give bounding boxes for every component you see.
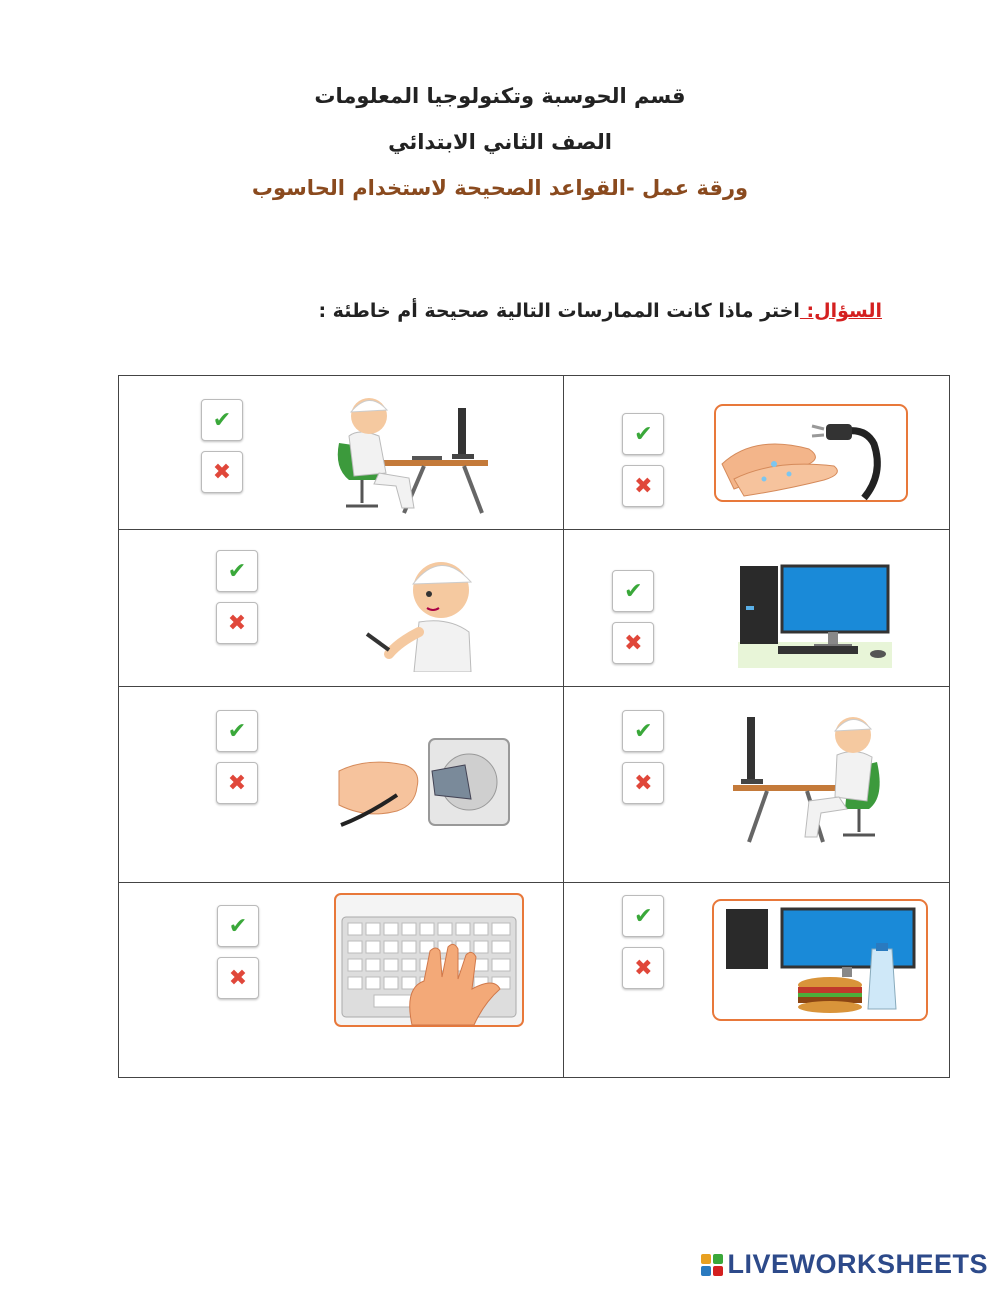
liveworksheets-logo: [701, 1249, 988, 1280]
cross-icon: ✖: [227, 610, 247, 636]
cell-boy-sitting-correctly: [564, 687, 950, 883]
correct-button[interactable]: [216, 710, 258, 752]
hand-unplugging-cable-picture: [337, 735, 515, 831]
correct-button[interactable]: [216, 550, 258, 592]
wrong-button[interactable]: [622, 762, 664, 804]
cell-boy-pen: [119, 530, 564, 687]
boy-pointing-pen-picture: [359, 542, 489, 672]
check-icon: ✔: [634, 421, 653, 447]
boy-sitting-at-computer-picture: [324, 388, 494, 516]
logo-text: LIVEWORKSHEETS: [727, 1249, 988, 1279]
cross-icon: ✖: [624, 630, 643, 656]
cell-keyboard: [119, 883, 564, 1078]
correct-button[interactable]: [622, 413, 664, 455]
check-icon: ✔: [212, 407, 232, 433]
wrong-button[interactable]: [612, 622, 654, 664]
wrong-button[interactable]: [216, 762, 258, 804]
cross-icon: ✖: [634, 955, 653, 981]
cross-icon: ✖: [227, 770, 247, 796]
correct-button[interactable]: [201, 399, 243, 441]
check-icon: ✔: [634, 903, 653, 929]
question-line: [318, 300, 882, 322]
cell-desktop-computer: [564, 530, 950, 687]
cross-icon: ✖: [212, 459, 232, 485]
boy-sitting-correctly-picture: [727, 697, 897, 847]
wrong-button[interactable]: [201, 451, 243, 493]
cell-unplugging: [119, 687, 564, 883]
cross-icon: ✖: [634, 473, 653, 499]
question-text: اختر ماذا كانت الممارسات التالية صحيحة أم خاطئة :: [318, 300, 800, 322]
check-icon: ✔: [228, 913, 248, 939]
cell-wet-hands: [564, 376, 950, 530]
worksheet-title: ورقة عمل -القواعد الصحيحة لاستخدام الحاسوب: [251, 176, 749, 200]
practices-table: [118, 375, 950, 1078]
wrong-button[interactable]: [216, 602, 258, 644]
check-icon: ✔: [624, 578, 643, 604]
desktop-computer-picture: [738, 562, 892, 668]
wrong-button[interactable]: [622, 465, 664, 507]
department-title: قسم الحوسبة وتكنولوجيا المعلومات: [314, 84, 686, 108]
wrong-button[interactable]: [622, 947, 664, 989]
correct-button[interactable]: [612, 570, 654, 612]
wet-hands-plug-picture: [714, 404, 908, 502]
grade-title: الصف الثاني الابتدائي: [388, 130, 612, 154]
correct-button[interactable]: [217, 905, 259, 947]
hand-on-keyboard-picture: [334, 893, 524, 1027]
wrong-button[interactable]: [217, 957, 259, 999]
check-icon: ✔: [227, 558, 247, 584]
correct-button[interactable]: [622, 895, 664, 937]
food-drink-near-computer-picture: [712, 899, 928, 1021]
check-icon: ✔: [634, 718, 653, 744]
cell-food-near-computer: [564, 883, 950, 1078]
check-icon: ✔: [227, 718, 247, 744]
cross-icon: ✖: [228, 965, 248, 991]
logo-mark-icon: [701, 1254, 723, 1276]
correct-button[interactable]: [622, 710, 664, 752]
cross-icon: ✖: [634, 770, 653, 796]
question-label: السؤال:: [799, 300, 882, 322]
cell-boy-at-computer: [119, 376, 564, 530]
